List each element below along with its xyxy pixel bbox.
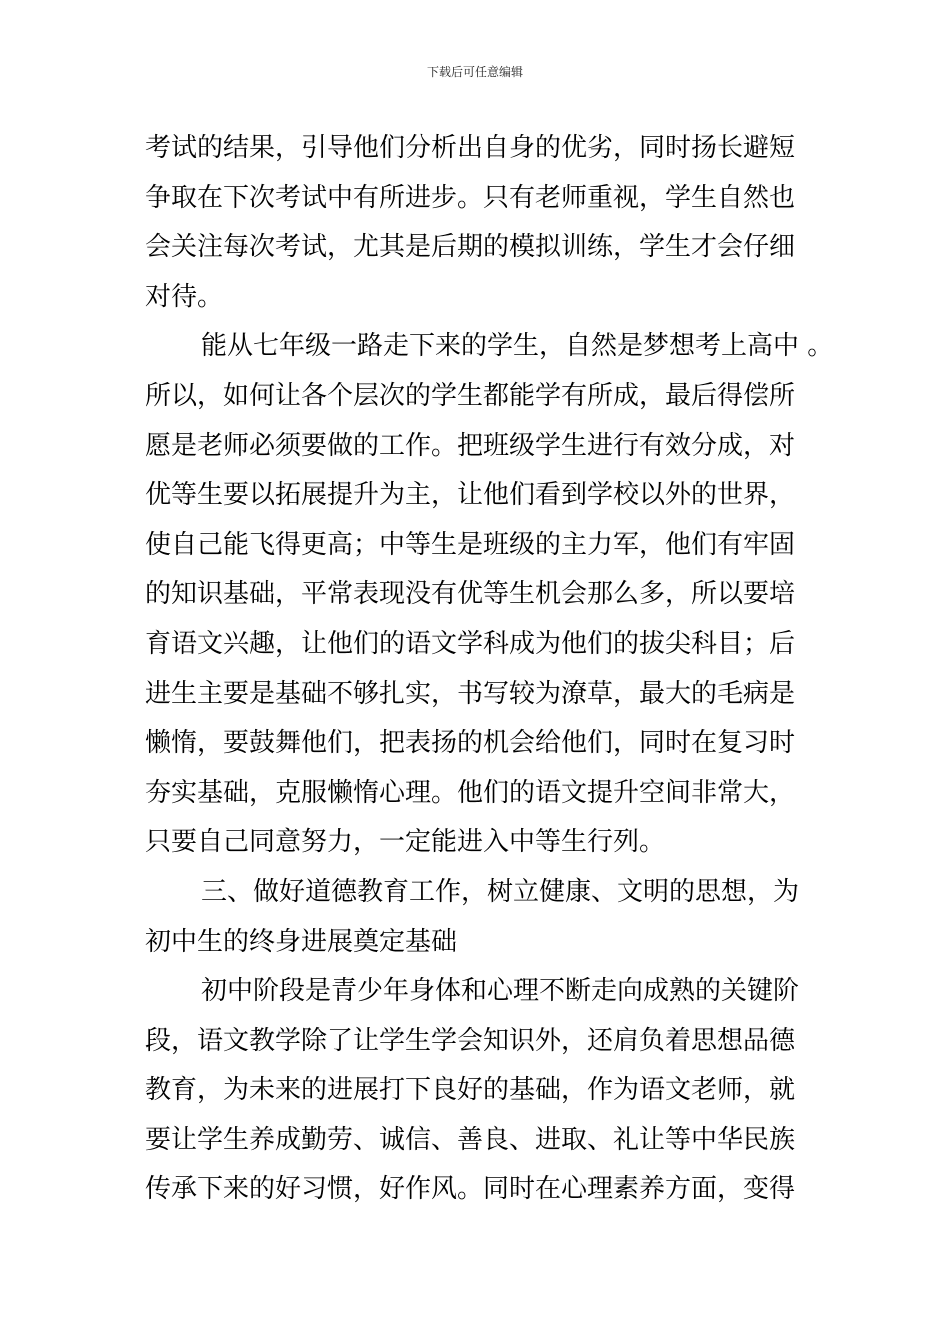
paragraph-first-line: 能从七年级一路走下来的学生，自然是梦想考上高中 。 bbox=[201, 331, 834, 362]
text-line: 争取在下次考试中有所进步。只有老师重视，学生自然也 bbox=[145, 182, 796, 213]
document-body bbox=[145, 124, 834, 1215]
page-header: 下载后可任意编辑 bbox=[426, 65, 523, 79]
text-line: 对待。 bbox=[145, 281, 224, 312]
text-line: 的知识基础，平常表现没有优等生机会那么多，所以要培 bbox=[145, 579, 796, 610]
text-line: 使自己能飞得更高；中等生是班级的主力军，他们有牢固 bbox=[145, 529, 796, 560]
paragraph-first-line: 初中阶段是青少年身体和心理不断走向成熟的关键阶 bbox=[201, 976, 800, 1007]
text-line: 要让学生养成勤劳、诚信、善良、进取、礼让等中华民族 bbox=[145, 1124, 796, 1155]
text-line: 优等生要以拓展提升为主，让他们看到学校以外的世界， bbox=[145, 480, 796, 511]
text-line: 所以，如何让各个层次的学生都能学有所成，最后得偿所 bbox=[145, 380, 796, 411]
text-line: 进生主要是基础不够扎实，书写较为潦草，最大的毛病是 bbox=[145, 678, 796, 709]
text-line: 会关注每次考试，尤其是后期的模拟训练，学生才会仔细 bbox=[145, 232, 796, 263]
text-line: 愿是老师必须要做的工作。把班级学生进行有效分成，对 bbox=[145, 430, 796, 461]
text-line: 教育，为未来的进展打下良好的基础，作为语文老师，就 bbox=[145, 1075, 796, 1106]
text-line: 育语文兴趣，让他们的语文学科成为他们的拔尖科目；后 bbox=[145, 628, 796, 659]
text-line: 段，语文教学除了让学生学会知识外，还肩负着思想品德 bbox=[145, 1025, 796, 1056]
text-line: 考试的结果，引导他们分析出自身的优劣，同时扬长避短 bbox=[145, 133, 796, 163]
text-line: 懒惰，要鼓舞他们，把表扬的机会给他们，同时在复习时 bbox=[145, 728, 796, 759]
text-line: 只要自己同意努力，一定能进入中等生行列。 bbox=[145, 827, 666, 858]
text-line: 传承下来的好习惯，好作风。同时在心理素养方面，变得 bbox=[145, 1174, 796, 1205]
section-heading: 三、做好道德教育工作，树立健康、文明的思想，为 bbox=[201, 876, 800, 907]
text-line: 夯实基础，克服懒惰心理。他们的语文提升空间非常大， bbox=[145, 777, 796, 808]
section-heading-continued: 初中生的终身进展奠定基础 bbox=[145, 926, 458, 957]
